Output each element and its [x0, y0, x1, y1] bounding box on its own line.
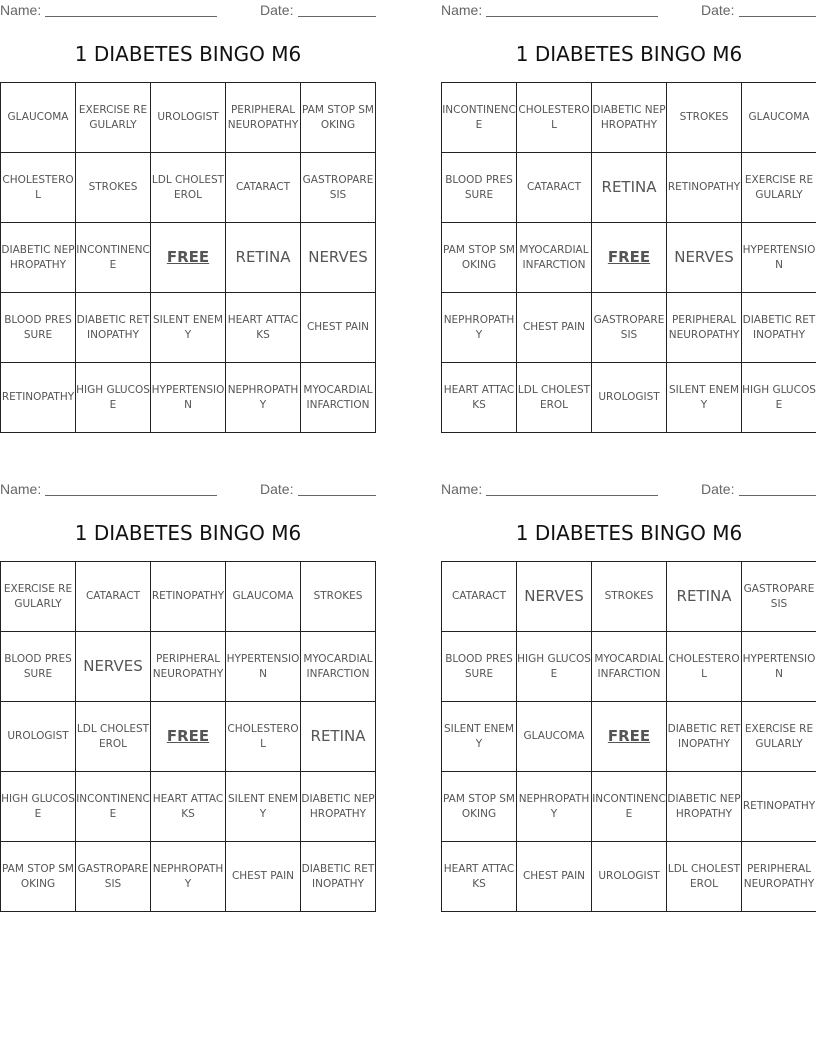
name-blank-line [45, 16, 217, 17]
bingo-cell: RETINOPATHY [151, 562, 226, 632]
bingo-cell: INCONTINENCE [76, 223, 151, 293]
bingo-cell: LDL CHOLESTEROL [76, 702, 151, 772]
bingo-cell: RETINA [226, 223, 301, 293]
bingo-cell: LDL CHOLESTEROL [517, 363, 592, 433]
grid-row [1, 153, 376, 223]
bingo-grid [0, 82, 376, 433]
date-blank-line [298, 495, 376, 496]
grid-row [1, 363, 376, 433]
bingo-cell: CATARACT [76, 562, 151, 632]
bingo-grid [441, 561, 816, 912]
name-label: Name: [0, 481, 42, 497]
bingo-cell: UROLOGIST [151, 83, 226, 153]
bingo-cell: GASTROPARESIS [592, 293, 667, 363]
bingo-cell: CATARACT [517, 153, 592, 223]
bingo-cell: EXERCISE REGULARLY [76, 83, 151, 153]
bingo-cell: NEPHROPATHY [517, 772, 592, 842]
bingo-cell: CHEST PAIN [517, 842, 592, 912]
bingo-cell: CHEST PAIN [301, 293, 376, 363]
bingo-cell: PERIPHERAL NEUROPATHY [151, 632, 226, 702]
card-title: 1 DIABETES BINGO M6 [515, 42, 743, 66]
bingo-cell: GASTROPARESIS [301, 153, 376, 223]
bingo-cell: PAM STOP SMOKING [442, 223, 517, 293]
free-space-cell: FREE [592, 223, 667, 293]
bingo-cell: LDL CHOLESTEROL [151, 153, 226, 223]
bingo-cell: HEART ATTACKS [226, 293, 301, 363]
bingo-cell: EXERCISE REGULARLY [742, 702, 816, 772]
date-label: Date: [701, 2, 735, 18]
bingo-cell: MYOCARDIAL INFARCTION [301, 363, 376, 433]
bingo-cell: BLOOD PRESSURE [1, 293, 76, 363]
bingo-cell: DIABETIC RETINOPATHY [667, 702, 742, 772]
bingo-cell: DIABETIC RETINOPATHY [76, 293, 151, 363]
bingo-cell: RETINA [667, 562, 742, 632]
grid-row [442, 842, 816, 912]
bingo-cell: PERIPHERAL NEUROPATHY [667, 293, 742, 363]
bingo-cell: MYOCARDIAL INFARCTION [301, 632, 376, 702]
bingo-cell: INCONTINENCE [76, 772, 151, 842]
bingo-cell: INCONTINENCE [592, 772, 667, 842]
bingo-cell: STROKES [76, 153, 151, 223]
bingo-cell: GLAUCOMA [226, 562, 301, 632]
name-blank-line [486, 495, 658, 496]
bingo-cell: RETINOPATHY [667, 153, 742, 223]
grid-row [1, 562, 376, 632]
grid-row [1, 293, 376, 363]
bingo-cell: UROLOGIST [1, 702, 76, 772]
bingo-cell: DIABETIC NEPHROPATHY [667, 772, 742, 842]
bingo-cell: NEPHROPATHY [151, 842, 226, 912]
name-label: Name: [441, 2, 483, 18]
bingo-cell: STROKES [667, 83, 742, 153]
bingo-cell: STROKES [592, 562, 667, 632]
bingo-cell: DIABETIC NEPHROPATHY [1, 223, 76, 293]
bingo-cell: EXERCISE REGULARLY [1, 562, 76, 632]
bingo-cell: NEPHROPATHY [442, 293, 517, 363]
bingo-cell: SILENT ENEMY [442, 702, 517, 772]
name-label: Name: [0, 2, 42, 18]
grid-row [442, 83, 816, 153]
bingo-cell: PAM STOP SMOKING [1, 842, 76, 912]
bingo-cell: RETINOPATHY [1, 363, 76, 433]
bingo-cell: INCONTINENCE [442, 83, 517, 153]
bingo-cell: SILENT ENEMY [151, 293, 226, 363]
bingo-cell: NERVES [301, 223, 376, 293]
grid-row [442, 632, 816, 702]
bingo-cell: HYPERTENSION [151, 363, 226, 433]
name-date-row [441, 481, 816, 499]
bingo-grid [441, 82, 816, 433]
bingo-cell: NERVES [667, 223, 742, 293]
bingo-cell: HIGH GLUCOSE [1, 772, 76, 842]
bingo-cell: PERIPHERAL NEUROPATHY [226, 83, 301, 153]
bingo-cell: DIABETIC NEPHROPATHY [301, 772, 376, 842]
bingo-cell: UROLOGIST [592, 363, 667, 433]
bingo-cell: PAM STOP SMOKING [442, 772, 517, 842]
bingo-cell: DIABETIC RETINOPATHY [742, 293, 816, 363]
bingo-cell: MYOCARDIAL INFARCTION [517, 223, 592, 293]
bingo-cell: LDL CHOLESTEROL [667, 842, 742, 912]
bingo-cell: PERIPHERAL NEUROPATHY [742, 842, 816, 912]
bingo-cell: NERVES [517, 562, 592, 632]
grid-row [442, 702, 816, 772]
bingo-cell: RETINOPATHY [742, 772, 816, 842]
grid-row [442, 562, 816, 632]
free-space-cell: FREE [151, 223, 226, 293]
name-blank-line [45, 495, 217, 496]
bingo-cell: PAM STOP SMOKING [301, 83, 376, 153]
card-title: 1 DIABETES BINGO M6 [515, 521, 743, 545]
bingo-cell: NEPHROPATHY [226, 363, 301, 433]
grid-row [1, 772, 376, 842]
name-label: Name: [441, 481, 483, 497]
bingo-cell: MYOCARDIAL INFARCTION [592, 632, 667, 702]
bingo-cell: BLOOD PRESSURE [442, 153, 517, 223]
grid-row [442, 223, 816, 293]
bingo-cell: HIGH GLUCOSE [742, 363, 816, 433]
bingo-cell: SILENT ENEMY [226, 772, 301, 842]
bingo-cell: RETINA [301, 702, 376, 772]
bingo-cell: CHOLESTEROL [517, 83, 592, 153]
bingo-cell: HEART ATTACKS [442, 842, 517, 912]
bingo-cell: DIABETIC NEPHROPATHY [592, 83, 667, 153]
bingo-cell: BLOOD PRESSURE [442, 632, 517, 702]
bingo-cell: HIGH GLUCOSE [76, 363, 151, 433]
grid-row [1, 632, 376, 702]
grid-row [1, 842, 376, 912]
bingo-cell: CATARACT [226, 153, 301, 223]
bingo-cell: STROKES [301, 562, 376, 632]
free-space-cell: FREE [151, 702, 226, 772]
grid-row [1, 223, 376, 293]
name-date-row [0, 2, 376, 20]
free-space-cell: FREE [592, 702, 667, 772]
bingo-grid [0, 561, 376, 912]
name-blank-line [486, 16, 658, 17]
bingo-cell: CATARACT [442, 562, 517, 632]
bingo-cell: UROLOGIST [592, 842, 667, 912]
bingo-cell: GLAUCOMA [742, 83, 816, 153]
bingo-cell: CHOLESTEROL [226, 702, 301, 772]
bingo-cell: CHEST PAIN [226, 842, 301, 912]
bingo-cell: RETINA [592, 153, 667, 223]
bingo-cell: BLOOD PRESSURE [1, 632, 76, 702]
bingo-cell: GLAUCOMA [1, 83, 76, 153]
bingo-cell: CHEST PAIN [517, 293, 592, 363]
bingo-cell: HYPERTENSION [226, 632, 301, 702]
date-blank-line [739, 16, 816, 17]
bingo-cell: HYPERTENSION [742, 632, 816, 702]
bingo-cell: GLAUCOMA [517, 702, 592, 772]
bingo-cell: NERVES [76, 632, 151, 702]
date-label: Date: [701, 481, 735, 497]
grid-row [1, 702, 376, 772]
grid-row [442, 293, 816, 363]
grid-row [442, 772, 816, 842]
bingo-cell: CHOLESTEROL [1, 153, 76, 223]
name-date-row [441, 2, 816, 20]
grid-row [442, 153, 816, 223]
bingo-cell: HIGH GLUCOSE [517, 632, 592, 702]
bingo-cell: SILENT ENEMY [667, 363, 742, 433]
card-title: 1 DIABETES BINGO M6 [74, 42, 302, 66]
bingo-cell: HYPERTENSION [742, 223, 816, 293]
date-label: Date: [260, 481, 294, 497]
bingo-cell: HEART ATTACKS [442, 363, 517, 433]
bingo-cell: HEART ATTACKS [151, 772, 226, 842]
bingo-cell: GASTROPARESIS [742, 562, 816, 632]
card-title: 1 DIABETES BINGO M6 [74, 521, 302, 545]
date-label: Date: [260, 2, 294, 18]
date-blank-line [298, 16, 376, 17]
bingo-cell: DIABETIC RETINOPATHY [301, 842, 376, 912]
grid-row [1, 83, 376, 153]
bingo-cell: EXERCISE REGULARLY [742, 153, 816, 223]
bingo-cell: CHOLESTEROL [667, 632, 742, 702]
bingo-cell: GASTROPARESIS [76, 842, 151, 912]
name-date-row [0, 481, 376, 499]
date-blank-line [739, 495, 816, 496]
grid-row [442, 363, 816, 433]
